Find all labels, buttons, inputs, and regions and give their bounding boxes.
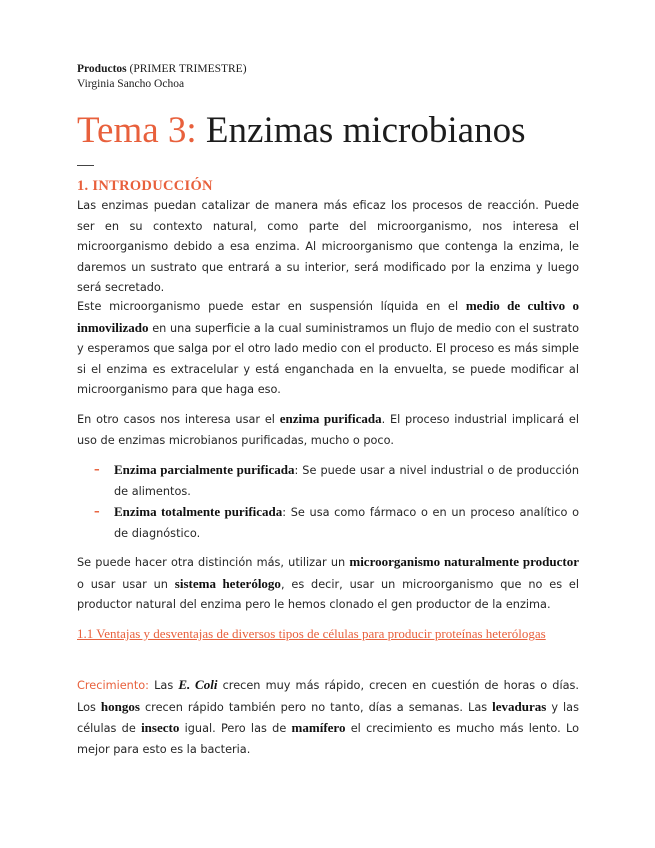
- paragraph-3-text-b: . El proceso industrial implicará el uso de enzimas microbianos purificadas, mucho o poco.: [77, 413, 579, 447]
- paragraph-4: [77, 552, 579, 616]
- paragraph-5: [77, 675, 579, 760]
- document-header: [77, 62, 247, 92]
- dash-bullet: –: [94, 505, 100, 518]
- paragraph-4-text-b: o usar usar un: [77, 577, 175, 591]
- title-main: Enzimas microbianos: [205, 110, 526, 151]
- paragraph-5-bold-d: insecto: [141, 720, 180, 735]
- paragraph-4-text-c: , es decir, usar un microorganismo que no es el productor natural del enzima pero le hemos clonado el gen productor de la enzima.: [77, 577, 580, 611]
- subsection-heading: 1.1 Ventajas y desventajas de diversos tipos de células para producir proteínas heterólogas: [77, 626, 546, 641]
- paragraph-4-bold-a: microorganismo naturalmente productor: [349, 554, 579, 569]
- list-item-text: : Se puede usar a nivel industrial o de producción de alimentos.: [114, 464, 579, 498]
- author-name: Virginia Sancho Ochoa: [77, 78, 185, 90]
- course-line: [77, 62, 247, 77]
- course-term: (PRIMER TRIMESTRE): [129, 63, 247, 75]
- course-name: Productos: [77, 63, 127, 75]
- paragraph-5-text-a: Las: [149, 679, 179, 692]
- dash-bullet: –: [94, 463, 100, 476]
- list-item-text: : Se usa como fármaco o en un proceso analítico o de diagnóstico.: [114, 506, 580, 540]
- page-title: [77, 108, 525, 154]
- paragraph-2: [77, 296, 579, 401]
- paragraph-5-text-b: crecen muy más rápido, crecen en cuestión de horas o días. Los: [77, 679, 579, 714]
- paragraph-5-text-d: y las células de: [77, 700, 579, 735]
- section-heading-introduccion: 1. INTRODUCCIÓN: [77, 178, 213, 194]
- paragraph-4-text-a: Se puede hacer otra distinción más, utilizar un: [77, 556, 350, 569]
- title-prefix: Tema 3:: [77, 110, 197, 151]
- list-item: [77, 502, 579, 544]
- paragraph-5-bold-b: hongos: [100, 698, 140, 714]
- paragraph-1: Las enzimas puedan catalizar de manera más eficaz los procesos de reacción. Puede ser en su contexto natural, como parte del microorganismo, nos interesa el microorganismo debido a esa enzima. Al microorganismo que contenga la enzima, le daremos un sustrato que entrará a su interior, será modificado por la enzima y luego será secretado.: [77, 199, 579, 294]
- paragraph-4-bold-b: sistema heterólogo: [174, 575, 281, 591]
- paragraph-3-bold-a: enzima purificada: [279, 411, 382, 426]
- list-item-bold: Enzima totalmente purificada: [114, 504, 283, 519]
- paragraph-5-text-c: crecen rápido también pero no tanto, días a semanas. Las: [139, 700, 493, 714]
- paragraph-5-bold-e: mamífero: [291, 720, 346, 735]
- paragraph-5-text-e: igual. Pero las de: [179, 722, 292, 735]
- paragraph-5-text-f: el crecimiento es mucho más lento. Lo mejor para esto es la bacteria.: [77, 722, 579, 756]
- paragraph-5-lead: Crecimiento:: [77, 679, 149, 692]
- bullet-list: [77, 460, 579, 544]
- paragraph-5-bold-c: levaduras: [492, 698, 547, 714]
- paragraph-2-text-b: en una superficie a la cual suministramos un flujo de medio con el sustrato y esperamos que salga por el otro lado medio con el producto. El proceso es más simple si el enzima es extracelular y está enganchada en la envuelta, se puede modificar al microorganismo para que haga eso.: [77, 321, 579, 396]
- list-item-bold: Enzima parcialmente purificada: [114, 462, 295, 477]
- paragraph-3-text-a: En otro casos nos interesa usar el: [77, 413, 280, 426]
- paragraph-2-bold-a: medio de cultivo o inmovilizado: [77, 298, 579, 335]
- list-item: [77, 460, 579, 502]
- title-divider: [77, 165, 94, 166]
- paragraph-5-bold-a: E. Coli: [178, 677, 218, 692]
- paragraph-3: [77, 409, 579, 451]
- paragraph-2-text-a: Este microorganismo puede estar en suspensión líquida en el: [77, 300, 466, 313]
